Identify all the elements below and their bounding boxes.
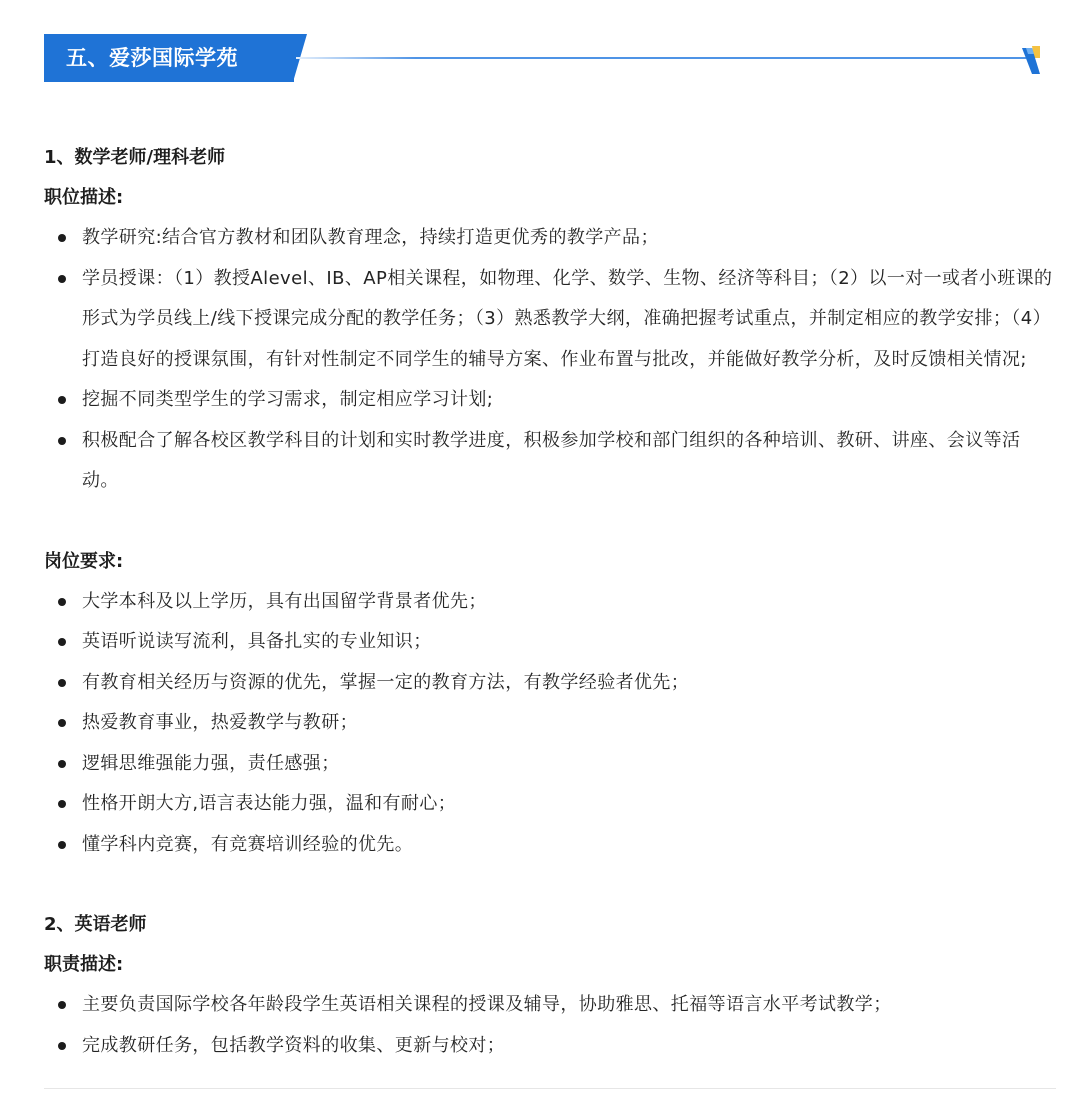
list-item-text: 完成教研任务，包括教学资料的收集、更新与校对； <box>82 1034 506 1056</box>
list-item <box>44 421 1056 502</box>
bullet-icon <box>58 638 66 646</box>
list-item <box>44 622 1056 663</box>
list-item <box>44 784 1056 825</box>
list-item <box>44 380 1056 421</box>
list-item-text: 懂学科内竞赛，有竞赛培训经验的优先。 <box>82 833 414 855</box>
list-item <box>44 218 1056 259</box>
list-item <box>44 703 1056 744</box>
list-item-text: 挖掘不同类型学生的学习需求，制定相应学习计划; <box>82 389 494 410</box>
bullet-icon <box>58 679 66 687</box>
list-item <box>44 985 1056 1026</box>
list-item <box>44 259 1056 381</box>
list-item <box>44 582 1056 623</box>
bullet-icon <box>58 275 66 283</box>
list-item-text: 主要负责国际学校各年龄段学生英语相关课程的授课及辅导，协助雅思、托福等语言水平考试教学； <box>82 994 892 1015</box>
bullet-icon <box>58 598 66 606</box>
bullet-icon <box>58 234 66 242</box>
bullet-icon <box>58 841 66 849</box>
list-item-text: 学员授课：（1）教授Alevel、IB、AP相关课程，如物理、化学、数学、生物、经济等科目；（2）以一对一或者小班课的形式为学员线上/线下授课完成分配的教学任务；（3）熟悉教学大纲，准确把握考试重点，并制定相应的教学安排；（4）打造良好的授课氛围，有针对性制定不同学生的辅导方案、作业布置与批改，并能做好教学分析，及时反馈相关情况; <box>82 267 1053 370</box>
list-item-text: 积极配合了解各校区教学科目的计划和实时教学进度，积极参加学校和部门组织的各种培训、教研、讲座、会议等活动。 <box>82 429 1021 491</box>
bullet-icon <box>58 396 66 404</box>
bullet-icon <box>58 1042 66 1050</box>
bullet-icon <box>58 719 66 727</box>
job-title-english: 2、英语老师 <box>44 914 147 935</box>
job-description-list <box>44 218 1056 502</box>
list-item-text: 英语听说读写流利，具备扎实的专业知识； <box>82 631 432 652</box>
section-divider-fade <box>296 57 416 59</box>
list-item-text: 热爱教育事业，热爱教学与教研； <box>82 712 358 733</box>
bottom-divider <box>44 1088 1056 1089</box>
bullet-icon <box>58 1001 66 1009</box>
job-listing-content <box>44 138 1056 1066</box>
spacer <box>44 865 1056 905</box>
list-item <box>44 663 1056 704</box>
list-item-text: 有教育相关经历与资源的优先，掌握一定的教育方法，有教学经验者优先； <box>82 671 690 693</box>
job-requirements-list <box>44 582 1056 866</box>
corner-accent-icon <box>1020 44 1050 76</box>
bullet-icon <box>58 760 66 768</box>
section-title: 五、爱莎国际学苑 <box>44 34 294 82</box>
list-item-text: 逻辑思维强能力强，责任感强； <box>82 752 340 774</box>
list-item <box>44 1026 1056 1067</box>
list-item <box>44 744 1056 785</box>
bullet-icon <box>58 437 66 445</box>
job-requirements-label: 岗位要求: <box>44 550 124 572</box>
list-item <box>44 825 1056 866</box>
spacer <box>44 502 1056 542</box>
job-description-label: 职位描述: <box>44 187 124 208</box>
list-item-text: 大学本科及以上学历，具有出国留学背景者优先； <box>82 590 487 612</box>
section-header <box>44 34 1046 82</box>
list-item-text: 教学研究:结合官方教材和团队教育理念，持续打造更优秀的教学产品； <box>82 227 659 248</box>
bottom-fade-overlay <box>0 1072 1080 1102</box>
bullet-icon <box>58 800 66 808</box>
job-duties-list <box>44 985 1056 1066</box>
job-title-math: 1、数学老师/理科老师 <box>44 147 226 168</box>
list-item-text: 性格开朗大方,语言表达能力强，温和有耐心； <box>82 793 457 814</box>
job-duties-label: 职责描述: <box>44 954 124 975</box>
